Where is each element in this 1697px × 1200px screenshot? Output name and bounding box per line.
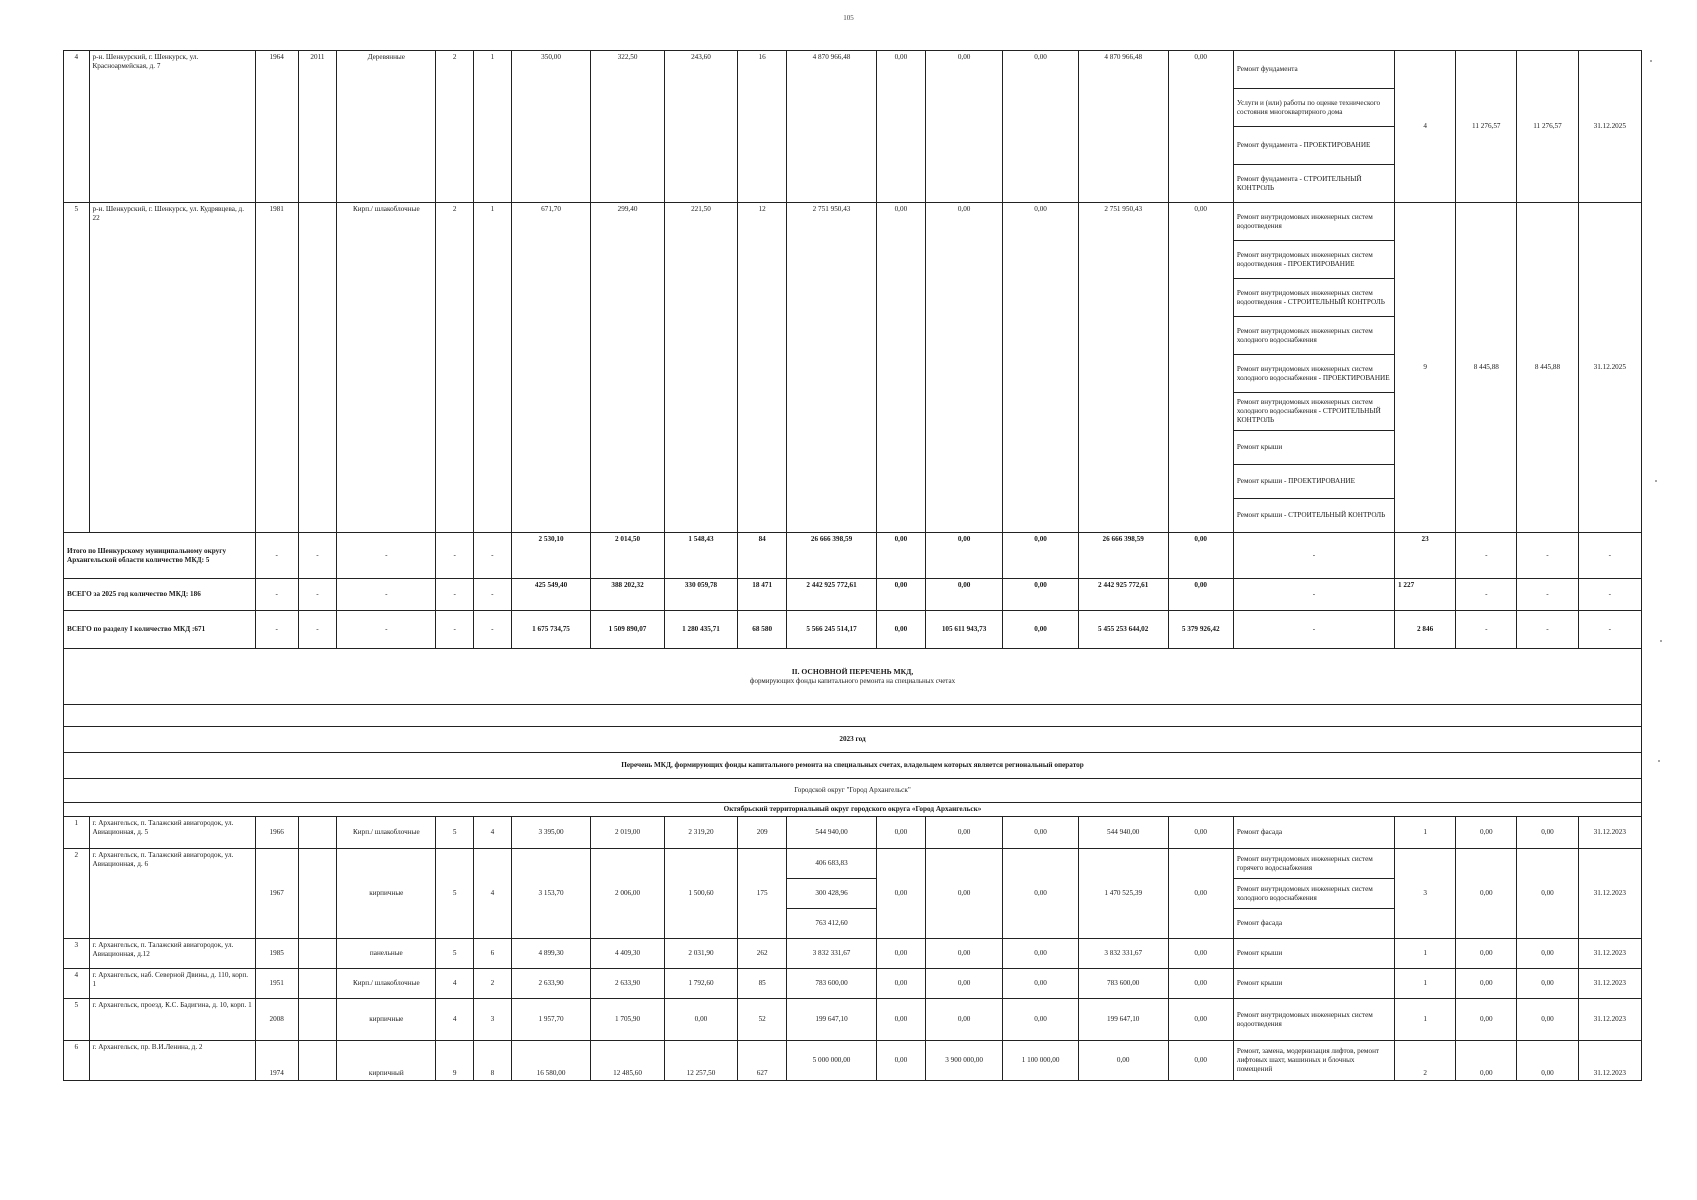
total-cost-cell: 544 940,00 xyxy=(787,817,877,849)
owners-funds-cell: 4 870 966,48 xyxy=(1078,51,1168,203)
entrances-cell: 1 xyxy=(474,51,512,203)
floors-cell: 5 xyxy=(436,817,474,849)
other-funds-cell: 0,00 xyxy=(1168,999,1233,1041)
fund-cell: 0,00 xyxy=(876,611,925,649)
work-type-cell: Ремонт внутридомовых инженерных систем холодного водоснабжения - ПРОЕКТИРОВАНИЕ xyxy=(1233,355,1394,393)
living-area-cell: 299,40 xyxy=(591,203,664,533)
total-cost-cell: 5 566 245 514,17 xyxy=(787,611,877,649)
subtotal-label: Итого по Шенкурскому муниципальному округу Архангельской области количество МКД: 5 xyxy=(64,533,256,579)
budget-local-cell: 0,00 xyxy=(1003,51,1078,203)
list-heading: Перечень МКД, формирующих фонды капитального ремонта на специальных счетах, владельцем которых является региональный оператор xyxy=(64,753,1642,779)
budget-region-cell: 0,00 xyxy=(925,579,1003,611)
deadline-cell: 31.12.2023 xyxy=(1578,969,1641,999)
cost-line-cell: 406 683,83 xyxy=(787,849,877,879)
dash-cell: - xyxy=(436,533,474,579)
spacer-row xyxy=(64,705,1642,727)
wall-material-cell: Деревянные xyxy=(337,51,436,203)
owner-area-cell: 330 059,78 xyxy=(664,579,737,611)
budget-region-cell: 0,00 xyxy=(925,969,1003,999)
total-row xyxy=(64,579,1642,611)
fund-cell: 0,00 xyxy=(876,51,925,203)
address-cell: г. Архангельск, п. Талажский авиагородок, ул. Авиационная, д. 5 xyxy=(89,817,255,849)
address-cell: г. Архангельск, пр. В.И.Ленина, д. 2 xyxy=(89,1041,255,1081)
year-built-cell: 1985 xyxy=(255,939,298,969)
entrances-cell: 8 xyxy=(474,1041,512,1081)
total-row xyxy=(64,611,1642,649)
wall-material-cell: кирпичные xyxy=(337,999,436,1041)
district-heading-row xyxy=(64,779,1642,803)
table-row xyxy=(64,817,1642,849)
deadline-cell: 31.12.2023 xyxy=(1578,939,1641,969)
entrances-cell: 1 xyxy=(474,203,512,533)
residents-cell: 209 xyxy=(738,817,787,849)
entrances-cell: 4 xyxy=(474,849,512,939)
total-cost-cell: 26 666 398,59 xyxy=(787,533,877,579)
row-number: 3 xyxy=(64,939,90,969)
address-cell: г. Архангельск, п. Талажский авиагородок, ул. Авиационная, д. 6 xyxy=(89,849,255,939)
works-count-cell: 1 xyxy=(1395,939,1456,969)
floors-cell: 2 xyxy=(436,51,474,203)
row-number: 6 xyxy=(64,1041,90,1081)
deadline-cell: 31.12.2023 xyxy=(1578,999,1641,1041)
year-built-cell: 1951 xyxy=(255,969,298,999)
budget-region-cell: 0,00 xyxy=(925,203,1003,533)
entrances-cell: 4 xyxy=(474,817,512,849)
owners-funds-cell: 2 751 950,43 xyxy=(1078,203,1168,533)
dash-cell: - xyxy=(1517,579,1578,611)
cost-line-cell: 300 428,96 xyxy=(787,879,877,909)
deadline-cell: 31.12.2025 xyxy=(1578,51,1641,203)
fund-cell: 0,00 xyxy=(876,579,925,611)
works-count-cell: 1 xyxy=(1395,817,1456,849)
work-type-cell: Услуги и (или) работы по оценке технического состояния многоквартирного дома xyxy=(1233,89,1394,127)
budget-local-cell: 0,00 xyxy=(1003,939,1078,969)
budget-region-cell: 0,00 xyxy=(925,939,1003,969)
work-type-cell: Ремонт внутридомовых инженерных систем холодного водоснабжения - СТРОИТЕЛЬНЫЙ КОНТРОЛЬ xyxy=(1233,393,1394,431)
other-funds-cell: 0,00 xyxy=(1168,579,1233,611)
living-area-cell: 12 485,60 xyxy=(591,1041,664,1081)
district-heading: Городской округ "Город Архангельск" xyxy=(64,779,1642,803)
table-row xyxy=(64,1041,1642,1081)
address-cell: г. Архангельск, наб. Северной Двины, д. 110, корп. 1 xyxy=(89,969,255,999)
dash-cell: - xyxy=(1578,579,1641,611)
dash-cell: - xyxy=(436,611,474,649)
scan-artifact xyxy=(1650,60,1652,62)
unit-cost-cell: 0,00 xyxy=(1456,817,1517,849)
dash-cell: - xyxy=(298,611,337,649)
address-cell: г. Архангельск, п. Талажский авиагородок, ул. Авиационная, д.12 xyxy=(89,939,255,969)
other-funds-cell: 0,00 xyxy=(1168,849,1233,939)
owner-area-cell: 1 280 435,71 xyxy=(664,611,737,649)
total-label: ВСЕГО по разделу I количество МКД :671 xyxy=(64,611,256,649)
dash-cell: - xyxy=(474,533,512,579)
residents-cell: 52 xyxy=(738,999,787,1041)
dash-cell: - xyxy=(1517,533,1578,579)
unit-cost-max-cell: 0,00 xyxy=(1517,817,1578,849)
year-built-cell: 1974 xyxy=(255,1041,298,1081)
owner-area-cell: 1 792,60 xyxy=(664,969,737,999)
budget-local-cell: 0,00 xyxy=(1003,579,1078,611)
unit-cost-max-cell: 0,00 xyxy=(1517,969,1578,999)
budget-local-cell: 0,00 xyxy=(1003,203,1078,533)
list-heading-row xyxy=(64,753,1642,779)
fund-cell: 0,00 xyxy=(876,203,925,533)
works-count-cell: 9 xyxy=(1395,203,1456,533)
dash-cell: - xyxy=(1517,611,1578,649)
floors-cell: 4 xyxy=(436,999,474,1041)
dash-cell: - xyxy=(436,579,474,611)
row-number: 4 xyxy=(64,51,90,203)
table-row xyxy=(64,939,1642,969)
total-area-cell: 2 530,10 xyxy=(511,533,591,579)
works-count-cell: 4 xyxy=(1395,51,1456,203)
budget-region-cell: 0,00 xyxy=(925,999,1003,1041)
budget-local-cell: 0,00 xyxy=(1003,611,1078,649)
wall-material-cell: кирпичные xyxy=(337,849,436,939)
total-area-cell: 16 580,00 xyxy=(511,1041,591,1081)
dash-cell: - xyxy=(337,579,436,611)
other-funds-cell: 0,00 xyxy=(1168,969,1233,999)
row-number: 1 xyxy=(64,817,90,849)
unit-cost-max-cell: 0,00 xyxy=(1517,999,1578,1041)
table-row xyxy=(64,999,1642,1041)
work-type-cell: Ремонт крыши xyxy=(1233,969,1394,999)
living-area-cell: 322,50 xyxy=(591,51,664,203)
year-built-cell: 1967 xyxy=(255,849,298,939)
year-heading: 2023 год xyxy=(64,727,1642,753)
cost-line-cell: 763 412,60 xyxy=(787,909,877,939)
deadline-cell: 31.12.2023 xyxy=(1578,849,1641,939)
unit-cost-max-cell: 0,00 xyxy=(1517,939,1578,969)
dash-cell: - xyxy=(1456,579,1517,611)
year-built-cell: 2008 xyxy=(255,999,298,1041)
subtotal-row xyxy=(64,533,1642,579)
floors-cell: 9 xyxy=(436,1041,474,1081)
total-area-cell: 1 675 734,75 xyxy=(511,611,591,649)
unit-cost-max-cell: 11 276,57 xyxy=(1517,51,1578,203)
works-count-cell: 2 846 xyxy=(1395,611,1456,649)
dash-cell: - xyxy=(1233,611,1394,649)
scan-artifact xyxy=(1658,760,1660,762)
unit-cost-cell: 0,00 xyxy=(1456,849,1517,939)
works-count-cell: 3 xyxy=(1395,849,1456,939)
total-area-cell: 425 549,40 xyxy=(511,579,591,611)
owners-funds-cell: 783 600,00 xyxy=(1078,969,1168,999)
residents-cell: 175 xyxy=(738,849,787,939)
owners-funds-cell: 1 470 525,39 xyxy=(1078,849,1168,939)
dash-cell: - xyxy=(298,579,337,611)
budget-region-cell: 0,00 xyxy=(925,51,1003,203)
total-cost-cell: 783 600,00 xyxy=(787,969,877,999)
unit-cost-cell: 11 276,57 xyxy=(1456,51,1517,203)
budget-region-cell: 0,00 xyxy=(925,817,1003,849)
owner-area-cell: 2 031,90 xyxy=(664,939,737,969)
budget-region-cell: 3 900 000,00 xyxy=(925,1041,1003,1081)
territory-heading-row xyxy=(64,803,1642,817)
year-reconstruction-cell: 2011 xyxy=(298,51,337,203)
owners-funds-cell: 3 832 331,67 xyxy=(1078,939,1168,969)
unit-cost-cell: 0,00 xyxy=(1456,969,1517,999)
works-count-cell: 1 xyxy=(1395,969,1456,999)
year-reconstruction-cell xyxy=(298,1041,337,1081)
living-area-cell: 2 633,90 xyxy=(591,969,664,999)
scan-artifact xyxy=(1660,640,1662,642)
table-row xyxy=(64,203,1642,241)
dash-cell: - xyxy=(1233,533,1394,579)
floors-cell: 5 xyxy=(436,849,474,939)
budget-local-cell: 0,00 xyxy=(1003,849,1078,939)
row-number: 5 xyxy=(64,203,90,533)
residents-cell: 84 xyxy=(738,533,787,579)
living-area-cell: 2 006,00 xyxy=(591,849,664,939)
living-area-cell: 2 014,50 xyxy=(591,533,664,579)
owner-area-cell: 1 548,43 xyxy=(664,533,737,579)
owner-area-cell: 12 257,50 xyxy=(664,1041,737,1081)
other-funds-cell: 0,00 xyxy=(1168,817,1233,849)
wall-material-cell: панельные xyxy=(337,939,436,969)
work-type-cell: Ремонт крыши xyxy=(1233,431,1394,465)
fund-cell: 0,00 xyxy=(876,849,925,939)
floors-cell: 5 xyxy=(436,939,474,969)
year-reconstruction-cell xyxy=(298,817,337,849)
wall-material-cell: кирпичный xyxy=(337,1041,436,1081)
residents-cell: 16 xyxy=(738,51,787,203)
work-type-cell: Ремонт крыши - ПРОЕКТИРОВАНИЕ xyxy=(1233,465,1394,499)
living-area-cell: 2 019,00 xyxy=(591,817,664,849)
unit-cost-max-cell: 0,00 xyxy=(1517,1041,1578,1081)
total-cost-cell: 5 000 000,00 xyxy=(787,1041,877,1081)
work-type-cell: Ремонт внутридомовых инженерных систем водоотведения xyxy=(1233,203,1394,241)
territory-heading: Октябрьский территориальный округ городского округа «Город Архангельск» xyxy=(64,803,1642,817)
work-type-cell: Ремонт фасада xyxy=(1233,909,1394,939)
residents-cell: 12 xyxy=(738,203,787,533)
unit-cost-cell: 0,00 xyxy=(1456,999,1517,1041)
table-row xyxy=(64,969,1642,999)
total-area-cell: 671,70 xyxy=(511,203,591,533)
table-row xyxy=(64,849,1642,879)
owner-area-cell: 2 319,20 xyxy=(664,817,737,849)
living-area-cell: 4 409,30 xyxy=(591,939,664,969)
year-reconstruction-cell xyxy=(298,969,337,999)
living-area-cell: 388 202,32 xyxy=(591,579,664,611)
total-cost-cell: 3 832 331,67 xyxy=(787,939,877,969)
work-type-cell: Ремонт внутридомовых инженерных систем водоотведения - ПРОЕКТИРОВАНИЕ xyxy=(1233,241,1394,279)
works-count-cell: 23 xyxy=(1395,533,1456,579)
section-subtitle: формирующих фонды капитального ремонта на специальных счетах xyxy=(749,676,956,685)
work-type-cell: Ремонт фундамента xyxy=(1233,51,1394,89)
wall-material-cell: Кирп./ шлакоблочные xyxy=(337,969,436,999)
fund-cell: 0,00 xyxy=(876,817,925,849)
page-number: 105 xyxy=(843,14,854,22)
work-type-cell: Ремонт внутридомовых инженерных систем водоотведения - СТРОИТЕЛЬНЫЙ КОНТРОЛЬ xyxy=(1233,279,1394,317)
unit-cost-cell: 0,00 xyxy=(1456,1041,1517,1081)
other-funds-cell: 0,00 xyxy=(1168,1041,1233,1081)
budget-region-cell: 105 611 943,73 xyxy=(925,611,1003,649)
row-number: 2 xyxy=(64,849,90,939)
address-cell: г. Архангельск, проезд. К.С. Бадигина, д. 10, корп. 1 xyxy=(89,999,255,1041)
unit-cost-cell: 8 445,88 xyxy=(1456,203,1517,533)
year-reconstruction-cell xyxy=(298,849,337,939)
residents-cell: 85 xyxy=(738,969,787,999)
year-built-cell: 1966 xyxy=(255,817,298,849)
scan-artifact xyxy=(1655,480,1657,482)
budget-local-cell: 0,00 xyxy=(1003,817,1078,849)
living-area-cell: 1 705,90 xyxy=(591,999,664,1041)
owner-area-cell: 221,50 xyxy=(664,203,737,533)
fund-cell: 0,00 xyxy=(876,939,925,969)
works-count-cell: 1 xyxy=(1395,999,1456,1041)
year-heading-row xyxy=(64,727,1642,753)
table-row xyxy=(64,51,1642,89)
year-reconstruction-cell xyxy=(298,203,337,533)
dash-cell: - xyxy=(1578,533,1641,579)
wall-material-cell: Кирп./ шлакоблочные xyxy=(337,817,436,849)
dash-cell: - xyxy=(298,533,337,579)
total-cost-cell: 2 442 925 772,61 xyxy=(787,579,877,611)
owners-funds-cell: 26 666 398,59 xyxy=(1078,533,1168,579)
budget-region-cell: 0,00 xyxy=(925,533,1003,579)
dash-cell: - xyxy=(1233,579,1394,611)
year-reconstruction-cell xyxy=(298,939,337,969)
residents-cell: 68 580 xyxy=(738,611,787,649)
living-area-cell: 1 509 890,07 xyxy=(591,611,664,649)
owners-funds-cell: 199 647,10 xyxy=(1078,999,1168,1041)
work-type-cell: Ремонт фундамента - СТРОИТЕЛЬНЫЙ КОНТРОЛЬ xyxy=(1233,165,1394,203)
owners-funds-cell: 5 455 253 644,02 xyxy=(1078,611,1168,649)
budget-local-cell: 1 100 000,00 xyxy=(1003,1041,1078,1081)
dash-cell: - xyxy=(337,533,436,579)
empty-row xyxy=(64,705,1642,727)
budget-local-cell: 0,00 xyxy=(1003,999,1078,1041)
work-type-cell: Ремонт фасада xyxy=(1233,817,1394,849)
dash-cell: - xyxy=(255,579,298,611)
total-area-cell: 4 899,30 xyxy=(511,939,591,969)
fund-cell: 0,00 xyxy=(876,1041,925,1081)
unit-cost-max-cell: 8 445,88 xyxy=(1517,203,1578,533)
total-area-cell: 350,00 xyxy=(511,51,591,203)
other-funds-cell: 0,00 xyxy=(1168,51,1233,203)
total-area-cell: 3 395,00 xyxy=(511,817,591,849)
fund-cell: 0,00 xyxy=(876,533,925,579)
deadline-cell: 31.12.2025 xyxy=(1578,203,1641,533)
total-label: ВСЕГО за 2025 год количество МКД: 186 xyxy=(64,579,256,611)
work-type-cell: Ремонт, замена, модернизация лифтов, ремонт лифтовых шахт, машинных и блочных помещений xyxy=(1233,1041,1394,1081)
work-type-cell: Ремонт внутридомовых инженерных систем холодного водоснабжения xyxy=(1233,317,1394,355)
budget-region-cell: 0,00 xyxy=(925,849,1003,939)
unit-cost-max-cell: 0,00 xyxy=(1517,849,1578,939)
budget-local-cell: 0,00 xyxy=(1003,533,1078,579)
address-cell: р-н. Шенкурский, г. Шенкурск, ул. Кудрявцева, д. 22 xyxy=(89,203,255,533)
deadline-cell: 31.12.2023 xyxy=(1578,817,1641,849)
owner-area-cell: 243,60 xyxy=(664,51,737,203)
owner-area-cell: 1 500,60 xyxy=(664,849,737,939)
wall-material-cell: Кирп./ шлакоблочные xyxy=(337,203,436,533)
section-title: II. ОСНОВНОЙ ПЕРЕЧЕНЬ МКД, xyxy=(791,667,914,677)
total-area-cell: 2 633,90 xyxy=(511,969,591,999)
owners-funds-cell: 2 442 925 772,61 xyxy=(1078,579,1168,611)
works-count-cell: 1 227 xyxy=(1395,579,1456,611)
work-type-cell: Ремонт крыши xyxy=(1233,939,1394,969)
total-cost-cell: 2 751 950,43 xyxy=(787,203,877,533)
total-area-cell: 1 957,70 xyxy=(511,999,591,1041)
residents-cell: 262 xyxy=(738,939,787,969)
year-built-cell: 1981 xyxy=(255,203,298,533)
other-funds-cell: 0,00 xyxy=(1168,939,1233,969)
fund-cell: 0,00 xyxy=(876,999,925,1041)
entrances-cell: 6 xyxy=(474,939,512,969)
other-funds-cell: 5 379 926,42 xyxy=(1168,611,1233,649)
dash-cell: - xyxy=(255,533,298,579)
dash-cell: - xyxy=(474,611,512,649)
total-cost-cell: 199 647,10 xyxy=(787,999,877,1041)
work-type-cell: Ремонт внутридомовых инженерных систем горячего водоснабжения xyxy=(1233,849,1394,879)
owners-funds-cell: 544 940,00 xyxy=(1078,817,1168,849)
work-type-cell: Ремонт крыши - СТРОИТЕЛЬНЫЙ КОНТРОЛЬ xyxy=(1233,499,1394,533)
floors-cell: 2 xyxy=(436,203,474,533)
entrances-cell: 2 xyxy=(474,969,512,999)
other-funds-cell: 0,00 xyxy=(1168,533,1233,579)
dash-cell: - xyxy=(337,611,436,649)
work-type-cell: Ремонт внутридомовых инженерных систем водоотведения xyxy=(1233,999,1394,1041)
fund-cell: 0,00 xyxy=(876,969,925,999)
dash-cell: - xyxy=(1456,611,1517,649)
capital-repair-table xyxy=(63,50,1642,1081)
owners-funds-cell: 0,00 xyxy=(1078,1041,1168,1081)
entrances-cell: 3 xyxy=(474,999,512,1041)
work-type-cell: Ремонт внутридомовых инженерных систем холодного водоснабжения xyxy=(1233,879,1394,909)
residents-cell: 627 xyxy=(738,1041,787,1081)
budget-local-cell: 0,00 xyxy=(1003,969,1078,999)
deadline-cell: 31.12.2023 xyxy=(1578,1041,1641,1081)
other-funds-cell: 0,00 xyxy=(1168,203,1233,533)
dash-cell: - xyxy=(1456,533,1517,579)
total-cost-cell: 4 870 966,48 xyxy=(787,51,877,203)
works-count-cell: 2 xyxy=(1395,1041,1456,1081)
section-heading-row xyxy=(64,649,1642,705)
unit-cost-cell: 0,00 xyxy=(1456,939,1517,969)
row-number: 4 xyxy=(64,969,90,999)
residents-cell: 18 471 xyxy=(738,579,787,611)
address-cell: р-н. Шенкурский, г. Шенкурск, ул. Красноармейская, д. 7 xyxy=(89,51,255,203)
year-built-cell: 1964 xyxy=(255,51,298,203)
owner-area-cell: 0,00 xyxy=(664,999,737,1041)
dash-cell: - xyxy=(474,579,512,611)
dash-cell: - xyxy=(1578,611,1641,649)
work-type-cell: Ремонт фундамента - ПРОЕКТИРОВАНИЕ xyxy=(1233,127,1394,165)
row-number: 5 xyxy=(64,999,90,1041)
total-area-cell: 3 153,70 xyxy=(511,849,591,939)
floors-cell: 4 xyxy=(436,969,474,999)
year-reconstruction-cell xyxy=(298,999,337,1041)
section-heading xyxy=(64,649,1642,705)
dash-cell: - xyxy=(255,611,298,649)
